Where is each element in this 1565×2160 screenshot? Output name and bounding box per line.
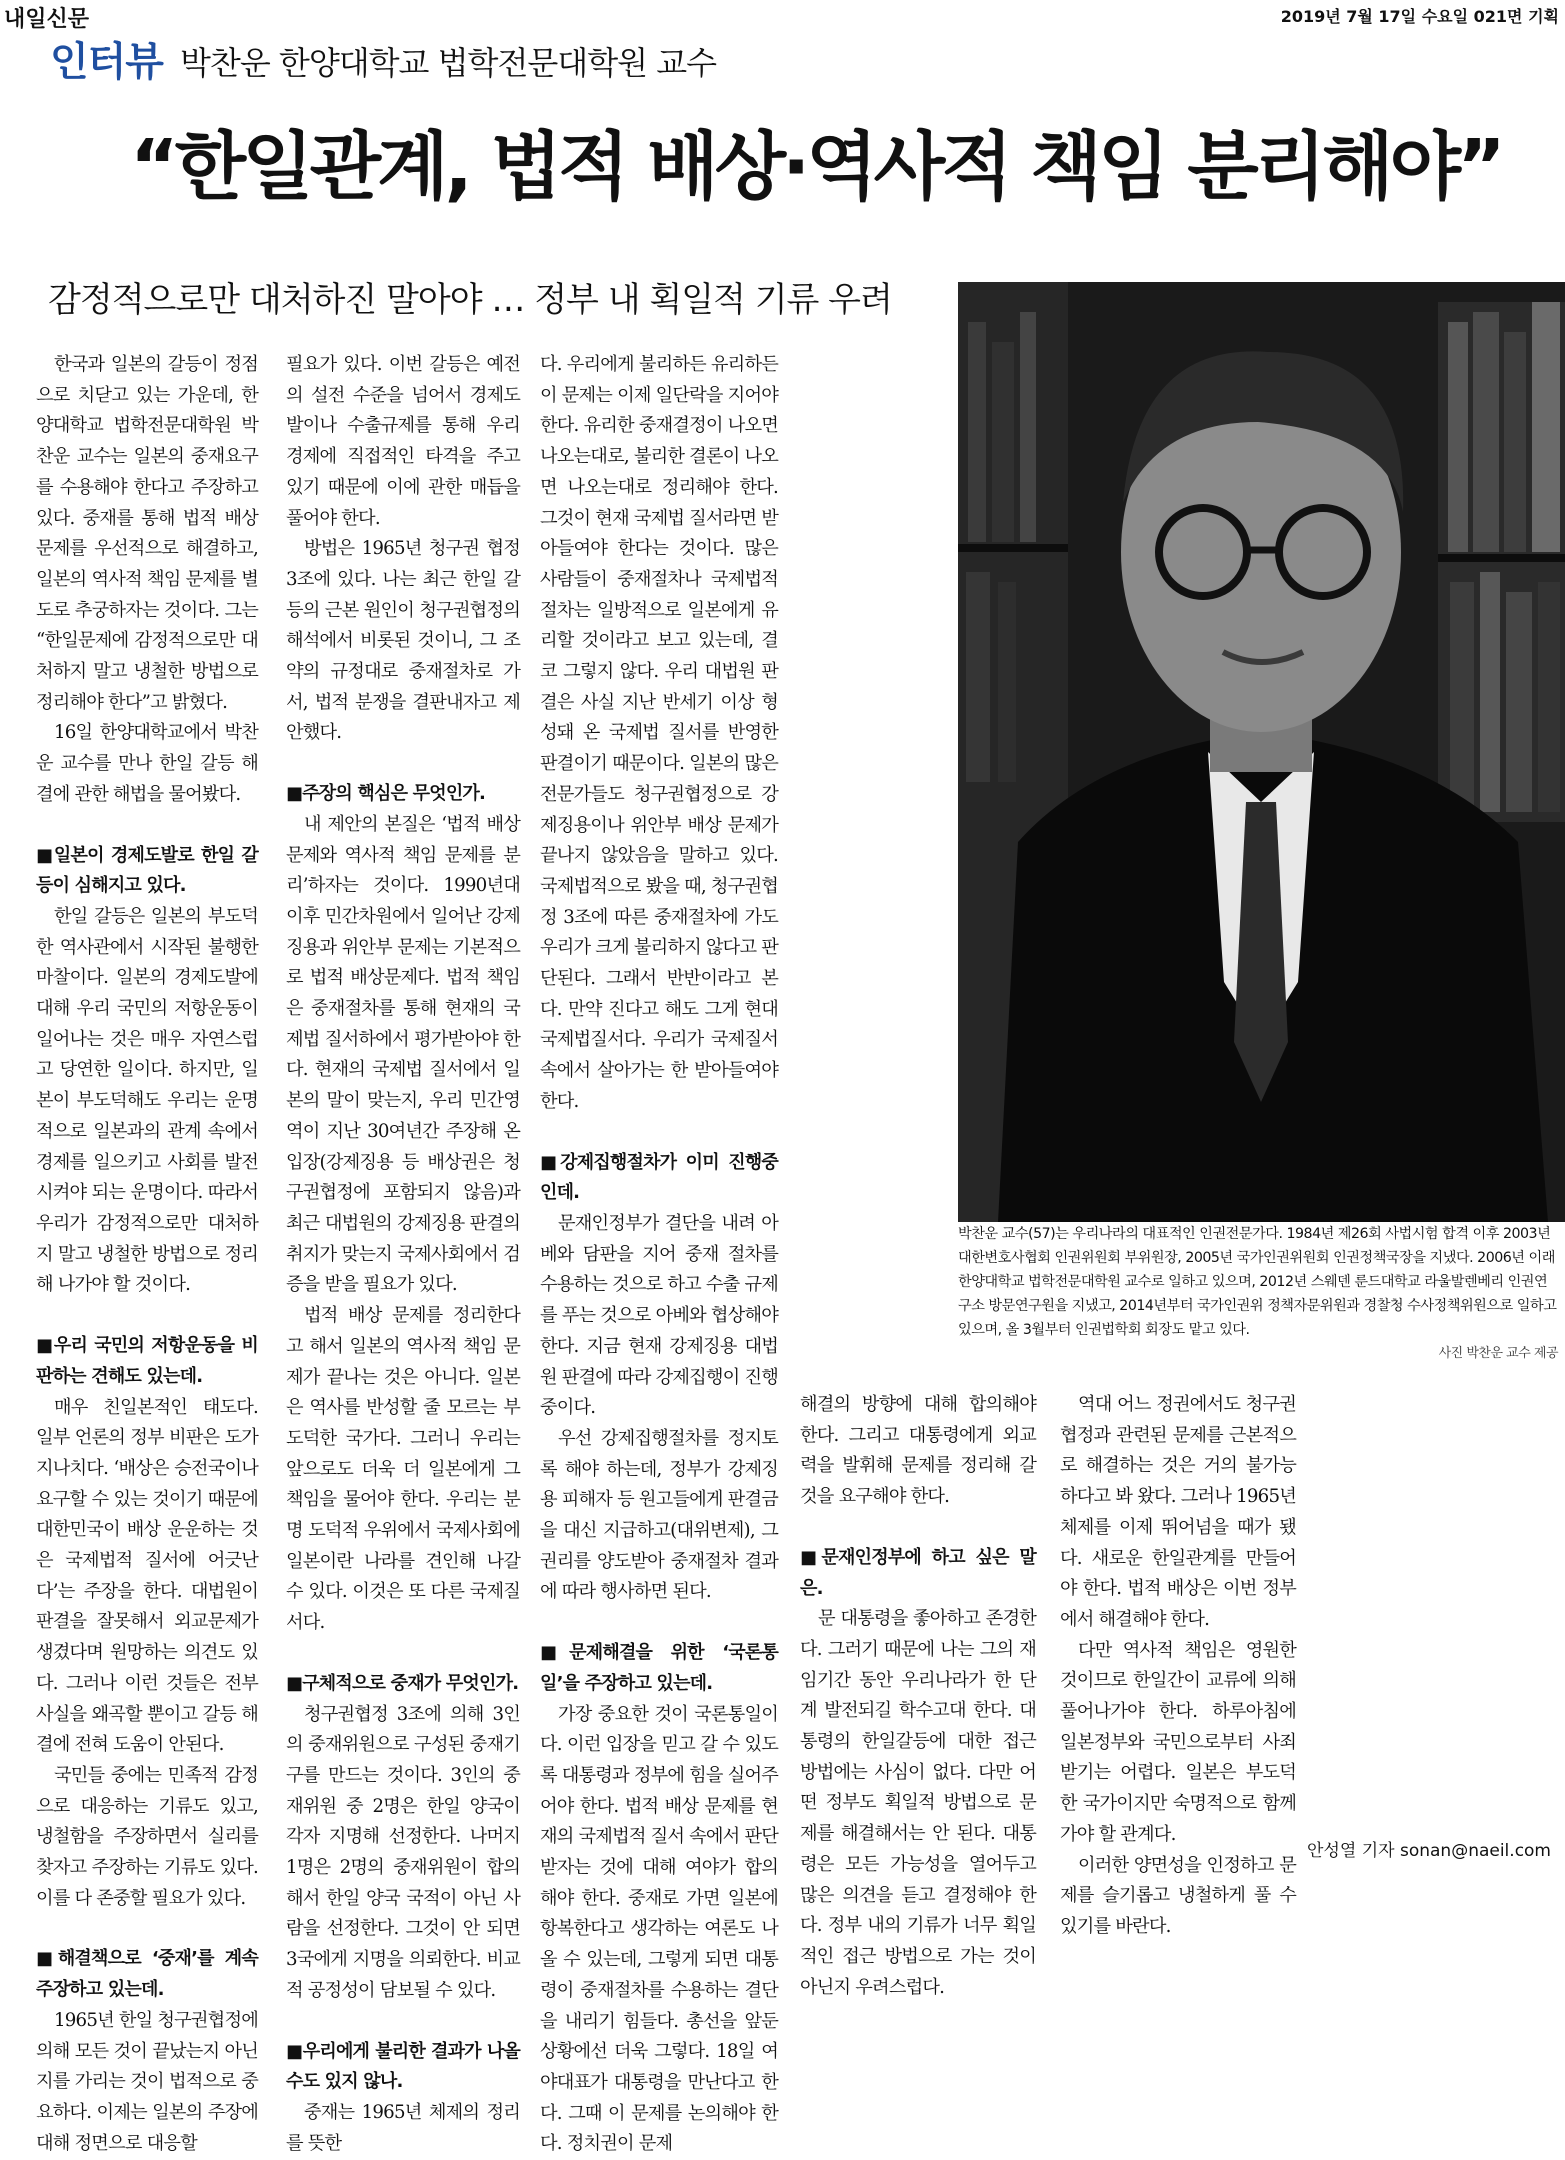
paragraph: 한국과 일본의 갈등이 정점으로 치닫고 있는 가운데, 한양대학교 법학전문대학원 박찬운 교수는 일본의 중재요구를 수용해야 한다고 주장하고 있다. 중재를 통해 법적 배상문제를 우선적으로 해결하고, 일본의 역사적 책임 문제를 별도로 추궁하자는 것이다. 그는 “한일문제에 감정적으로만 대처하지 말고 냉철한 방법으로 정리해야 한다”고 밝혔다. (36, 354, 258, 713)
byline: 안성열 기자 sonan@naeil.com (1307, 1841, 1551, 1861)
paragraph: 필요가 있다. 이번 갈등은 예전의 설전 수준을 넘어서 경제도발이나 수출규제를 통해 우리 경제에 직접적인 타격을 주고 있기 때문에 이에 관한 매듭을 풀어야 한다. (286, 354, 520, 529)
masthead: 내일신문 (4, 7, 90, 32)
question: ■강제집행절차가 이미 진행중인데. (540, 1151, 778, 1204)
paragraph: 방법은 1965년 청구권 협정 3조에 있다. 나는 최근 한일 갈등의 근본 원인이 청구권협정의 해석에서 비롯된 것이니, 그 조약의 규정대로 중재절차로 가서, 법적 분쟁을 결판내자고 제안했다. (286, 538, 520, 744)
question: ■일본이 경제도발로 한일 갈등이 심해지고 있다. (36, 844, 258, 897)
photo-credit: 사진 박찬운 교수 제공 (1438, 1346, 1558, 1361)
article-column-5 (1060, 1390, 1296, 1943)
question: ■문제해결을 위한 ‘국론통일’을 주장하고 있는데. (540, 1642, 778, 1694)
paragraph: 다. 우리에게 불리하든 유리하든 이 문제는 이제 일단락을 지어야 한다. 유리한 중재결정이 나오면 나오는대로, 불리한 결론이 나오면 나오는대로 정리해야 한다. 그것이 현재 국제법 질서라면 받아들여야 한다는 것이다. 많은 사람들이 중재절차나 국제법적 절차는 일방적으로 일본에게 유리할 것이라고 보고 있는데, 결코 그렇지 않다. 우리 대법원 판결은 사실 지난 반세기 이상 형성돼 온 국제법 질서를 반영한 판결이기 때문이다. 일본의 많은 전문가들도 청구권협정으로 강제징용이나 위안부 배상 문제가 끝나지 않았음을 말하고 있다. 국제법적으로 봤을 때, 청구권협정 3조에 따른 중재절차에 가도 우리가 크게 불리하지 않다고 판단된다. 그래서 반반이라고 본다. 만약 진다고 해도 그게 현대 국제법질서다. 우리가 국제질서 속에서 살아가는 한 받아들여야 한다. (540, 354, 778, 1112)
paragraph: 다만 역사적 책임은 영원한 것이므로 한일간이 교류에 의해 풀어나가야 한다. 하루아침에 일본정부와 국민으로부터 사죄받기는 어렵다. 일본은 부도덕한 국가이지만 숙명적으로 함께 가야 할 관계다. (1060, 1639, 1296, 1845)
answer: 국민들 중에는 민족적 감정으로 대응하는 기류도 있고, 냉철함을 주장하면서 실리를 찾자고 주장하는 기류도 있다. 이를 다 존중할 필요가 있다. (36, 1764, 258, 1909)
answer: 청구권협정 3조에 의해 3인의 중재위원으로 구성된 중재기구를 만드는 것이다. 3인의 중재위원 중 2명은 한일 양국이 각자 지명해 선정한다. 나머지 1명은 2명의 중재위원이 합의해서 한일 양국 국적이 아닌 사람을 선정한다. 그것이 안 되면 3국에게 지명을 의뢰한다. 비교적 공정성이 담보될 수 있다. (286, 1703, 520, 2001)
answer: 법적 배상 문제를 정리한다고 해서 일본의 역사적 책임 문제가 끝나는 것은 아니다. 일본은 역사를 반성할 줄 모르는 부도덕한 국가다. 그러니 우리는 앞으로도 더욱 더 일본에게 그 책임을 물어야 한다. 우리는 분명 도덕적 우위에서 국제사회에 일본이란 나라를 견인해 나갈 수 있다. 이것은 또 다른 국제질서다. (286, 1305, 520, 1634)
photo-caption (958, 1222, 1558, 1366)
paragraph: 해결의 방향에 대해 합의해야 한다. 그리고 대통령에게 외교력을 발휘해 문제를 정리해 갈 것을 요구해야 한다. (800, 1394, 1036, 1508)
question: ■주장의 핵심은 무엇인가. (286, 783, 486, 805)
interviewee-title: 박찬운 한양대학교 법학전문대학원 교수 (180, 44, 717, 82)
article-column-2 (286, 350, 520, 2159)
portrait-photo (958, 282, 1565, 1222)
question: ■해결책으로 ‘중재’를 계속 주장하고 있는데. (36, 1948, 258, 2001)
question: ■구체적으로 중재가 무엇인가. (286, 1672, 519, 1694)
answer: 한일 갈등은 일본의 부도덕한 역사관에서 시작된 불행한 마찰이다. 일본의 경제도발에 대해 우리 국민의 저항운동이 일어나는 것은 매우 자연스럽고 당연한 일이다. 하지만, 일본이 부도덕해도 우리는 운명적으로 일본과의 관계 속에서 경제를 일으키고 사회를 발전시켜야 되는 운명이다. 따라서 우리가 감정적으로만 대처하지 말고 냉철한 방법으로 정리해 나가야 할 것이다. (36, 905, 258, 1296)
paragraph: 16일 한양대학교에서 박찬운 교수를 만나 한일 갈등 해결에 관한 해법을 물어봤다. (36, 722, 258, 805)
question: ■문재인정부에 하고 싶은 말은. (800, 1546, 1036, 1599)
paragraph: 역대 어느 정권에서도 청구권협정과 관련된 문제를 근본적으로 해결하는 것은 거의 불가능하다고 봐 왔다. 그러나 1965년 체제를 이제 뛰어넘을 때가 됐다. 새로운 한일관계를 만들어야 한다. 법적 배상은 이번 정부에서 해결해야 한다. (1060, 1394, 1296, 1630)
article-column-4 (800, 1390, 1036, 2003)
answer: 내 제안의 본질은 ‘법적 배상문제와 역사적 책임 문제를 분리’하자는 것이다. 1990년대 이후 민간차원에서 일어난 강제징용과 위안부 문제는 기본적으로 법적 배상문제다. 법적 책임은 중재절차를 통해 현재의 국제법 질서하에서 평가받아야 한다. 현재의 국제법 질서에서 일본의 말이 맞는지, 우리 민간영역이 지난 30여년간 주장해 온 입장(강제징용 등 배상권은 청구권협정에 포함되지 않음)과 최근 대법원의 강제징용 판결의 취지가 맞는지 국제사회에서 검증을 받을 필요가 있다. (286, 813, 520, 1296)
answer: 1965년 한일 청구권협정에 의해 모든 것이 끝났는지 아닌지를 가리는 것이 법적으로 중요하다. 이제는 일본의 주장에 대해 정면으로 대응할 (36, 2009, 258, 2154)
paragraph: 이러한 양면성을 인정하고 문제를 슬기롭고 냉철하게 풀 수 있기를 바란다. (1060, 1854, 1296, 1937)
answer: 매우 친일본적인 태도다. 일부 언론의 정부 비판은 도가 지나치다. ‘배상은 승전국이나 요구할 수 있는 것이기 때문에 대한민국이 배상 운운하는 것은 국제법적 질서에 어긋난다’는 주장을 한다. 대법원이 판결을 잘못해서 외교문제가 생겼다며 원망하는 의견도 있다. 그러나 이런 것들은 전부 사실을 왜곡할 뿐이고 갈등 해결에 전혀 도움이 안된다. (36, 1396, 258, 1756)
headline: “한일관계, 법적 배상·역사적 책임 분리해야” (130, 124, 1502, 210)
article-column-1 (36, 350, 258, 2159)
answer: 중재는 1965년 체제의 정리를 뜻한 (286, 2101, 520, 2154)
kicker-label: 인터뷰 (50, 39, 163, 85)
answer: 문 대통령을 좋아하고 존경한다. 그러기 때문에 나는 그의 재임기간 동안 우리나라가 한 단계 발전되길 학수고대 한다. 대통령의 한일갈등에 대한 접근 방법에는 사심이 없다. 다만 어떤 정부도 획일적 방법으로 문제를 해결해서는 안 된다. 대통령은 모든 가능성을 열어두고 많은 의견을 듣고 결정해야 한다. 정부 내의 기류가 너무 획일적인 접근 방법으로 가는 것이 아닌지 우려스럽다. (800, 1608, 1036, 1998)
answer: 문재인정부가 결단을 내려 아베와 담판을 지어 중재 절차를 수용하는 것으로 하고 수출 규제를 푸는 것으로 아베와 협상해야 한다. 지금 현재 강제징용 대법원 판결에 따라 강제집행이 진행중이다. (540, 1212, 778, 1419)
subheadline: 감정적으로만 대처하진 말아야 … 정부 내 획일적 기류 우려 (48, 280, 892, 320)
caption-text: 박찬운 교수(57)는 우리나라의 대표적인 인권전문가다. 1984년 제26회 사법시험 합격 이후 2003년 대한변호사협회 인권위원회 부위원장, 2005년 국가인권위원회 인권정책국장을 지냈다. 2006년 이래 한양대학교 법학전문대학원 교수로 일하고 있으며, 2012년 스웨덴 룬드대학교 라울발렌베리 인권연구소 방문연구원을 지냈고, 2014년부터 국가인권위 정책자문위원과 경찰청 수사정책위원으로 일하고 있으며, 올 3월부터 인권법학회 회장도 맡고 있다. (958, 1226, 1557, 1338)
question: ■우리 국민의 저항운동을 비판하는 견해도 있는데. (36, 1335, 258, 1387)
article-column-3 (540, 350, 778, 2160)
answer: 우선 강제집행절차를 정지토록 해야 하는데, 정부가 강제징용 피해자 등 원고들에게 판결금을 대신 지급하고(대위변제), 그 권리를 양도받아 중재절차 결과에 따라 행사하면 된다. (540, 1427, 778, 1603)
portrait-illustration (958, 282, 1565, 1222)
answer: 가장 중요한 것이 국론통일이다. 이런 입장을 믿고 갈 수 있도록 대통령과 정부에 힘을 실어주어야 한다. 법적 배상 문제를 현재의 국제법적 질서 속에서 판단 받자는 것에 대해 여야가 합의 해야 한다. 중재로 가면 일본에 항복한다고 생각하는 여론도 나올 수 있는데, 그렇게 되면 대통령이 중재절차를 수용하는 결단을 내리기 힘들다. 총선을 앞둔 상황에선 더욱 그렇다. 18일 여야대표가 대통령을 만난다고 한다. 그때 이 문제를 논의해야 한다. 정치권이 문제 (540, 1703, 778, 2155)
question: ■우리에게 불리한 결과가 나올 수도 있지 않나. (286, 2040, 520, 2093)
dateline: 2019년 7월 17일 수요일 021면 기획 (1280, 7, 1559, 26)
